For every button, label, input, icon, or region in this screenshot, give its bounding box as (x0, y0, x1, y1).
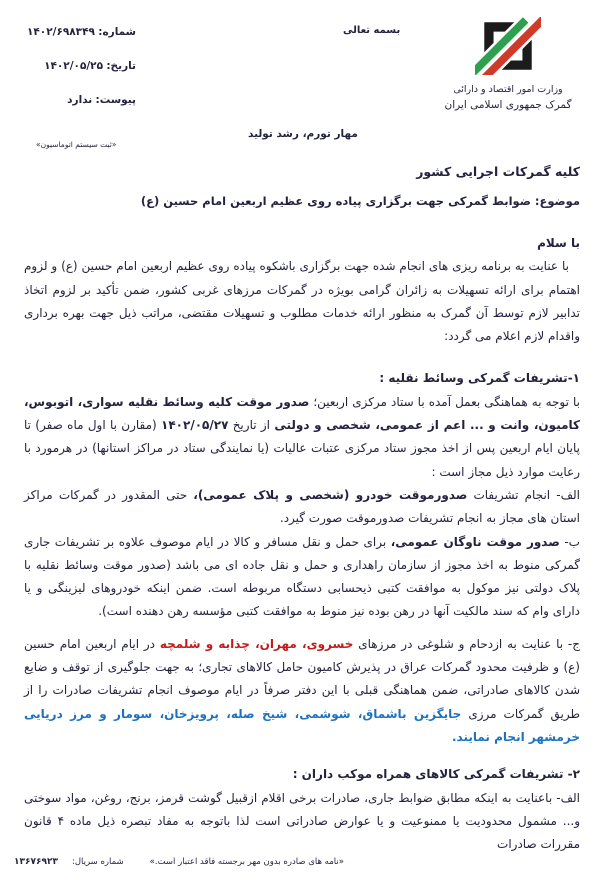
organization-block (418, 17, 598, 111)
letter-number-row (14, 26, 136, 38)
automation-note: «ثبت سیستم اتوماسیون» (36, 140, 117, 149)
section-2-heading: ۲- تشریفات گمرکی کالاهای همراه موکب داران : (292, 767, 580, 782)
intro-paragraph: با عنایت به برنامه ریزی های انجام شده جهت برگزاری باشکوه پیاده روی عظیم اربعین امام حسین (ع) و لزوم اهتمام برای ارائه تسهیلات به زائران گرامی بویژه در گمرکات مرزهای غربی کشور، ضمن تأکید بر لزوم اتخاذ تدابیر لازم توسط آن گمرک به منظور ارائه خدمات مطلوب و تسهیلات مقتضی، مراتب ذیل جهت بهره برداری واقدام لازم اعلام می گردد: (24, 259, 580, 344)
serial-number-value: ۱۳۶۷۶۹۲۳ (14, 857, 58, 867)
salutation: با سلام (537, 236, 580, 250)
letter-date-label: تاریخ: (106, 60, 136, 72)
letter-date-value: ۱۴۰۲/۰۵/۲۵ (44, 60, 104, 72)
section-1-item-be: ب- صدور موقت ناوگان عمومی، برای حمل و نقل مسافر و کالا در ایام موصوف علاوه بر تشریفات جاری گمرکی منوط به اخذ مجوز از سازمان راهداری و حمل و نقل جاده ای می باشد (صدور موقت وسائط نقلیه با پلاک دولتی نیز موکول به موافقت کتبی ذیحسابی دستگاه مربوطه است. ضمن اینکه خودروهای لیزینگی و یا دارای وام که سند مالکیت آنها در رهن بوده نیز منوط به موافقت کتبی مؤسسه رهن دهنده است). (24, 534, 580, 619)
ministry-name: وزارت امور اقتصاد و دارائی (453, 84, 563, 95)
section-2-item-alef: الف- باعنایت به اینکه مطابق ضوابط جاری، صادرات برخی اقلام ازقبیل گوشت قرمز، برنج، روغن، مواد سوختی و... مشمول محدودیت یا ممنوعیت و یا عوارض صادراتی است لذا باتوجه به مفاد تبصره ذیل ماده ۴ قانون مقررات صادرات (24, 790, 581, 852)
attachment-row (14, 94, 136, 106)
year-slogan: مهار تورم، رشد تولید (248, 128, 358, 140)
section-1-item-alef: الف- انجام تشریفات صدورموقت خودرو (شخصی و پلاک عمومی)، حتی المقدور در گمرکات مراکز استان های مجاز به انجام تشریفات صدورموقت صورت گیرد. (24, 487, 580, 526)
letter-date-row (14, 60, 136, 72)
validity-note: «نامه های صادره بدون مهر برجسته فاقد اعتبار است.» (149, 857, 344, 867)
letter-footer (14, 857, 344, 867)
letter-body (24, 162, 580, 856)
customs-logo-icon (475, 17, 541, 75)
attachment-label: پیوست: (95, 94, 136, 106)
besmellah-text: بسمه تعالی (343, 25, 401, 36)
letter-meta-block (14, 26, 136, 128)
subject-line: موضوع: ضوابط گمرکی جهت برگزاری پیاده روی عظیم اربعین امام حسین (ع) (140, 194, 580, 208)
attachment-value: ندارد (67, 94, 93, 106)
serial-number-block (14, 857, 124, 867)
letter-number-label: شماره: (98, 26, 136, 38)
letter-number-value: ۱۴۰۲/۶۹۸۳۴۹ (26, 26, 95, 38)
organization-name: گمرک جمهوری اسلامی ایران (444, 99, 572, 111)
section-1-item-jim: ج- با عنایت به ازدحام و شلوغی در مرزهای خسروی، مهران، چذابه و شلمچه در ایام اربعین امام حسین (ع) و ظرفیت محدود گمرکات عراق در پذیرش کامیون حامل کالاهای تجاری؛ به جهت جلوگیری از توقف و ضایع شدن کالاهای صادراتی، ضمن هماهنگی قبلی با این دفتر صرفاً در ایام موصوف انجام تشریفات صادرات را از طریق گمرکات مرزی جایگزین باشماق، شوشمی، شیخ صله، پرویزخان، سومار و مرز دریایی خرمشهر انجام نمایند. (24, 636, 581, 744)
recipient-line: کلیه گمرکات اجرایی کشور (416, 164, 580, 179)
section-1-heading: ۱-تشریفات گمرکی وسائط نقلیه : (379, 371, 580, 386)
serial-number-label: شماره سریال: (71, 857, 124, 867)
section-1-intro: با توجه به هماهنگی بعمل آمده با ستاد مرکزی اربعین؛ صدور موقت کلیه وسائط نقلیه سواری، اتوبوس، کامیون، وانت و ... اعم از عمومی، شخصی و دولتی از تاریخ ۱۴۰۲/۰۵/۲۷ (مقارن با اول ماه صفر) تا پایان ایام اربعین پس از اخذ مجوز ستاد مرکزی عتبات عالیات (یا نمایندگی ستاد در مراکز استانها) در هرمورد با رعایت موارد ذیل مجاز است : (24, 394, 581, 479)
